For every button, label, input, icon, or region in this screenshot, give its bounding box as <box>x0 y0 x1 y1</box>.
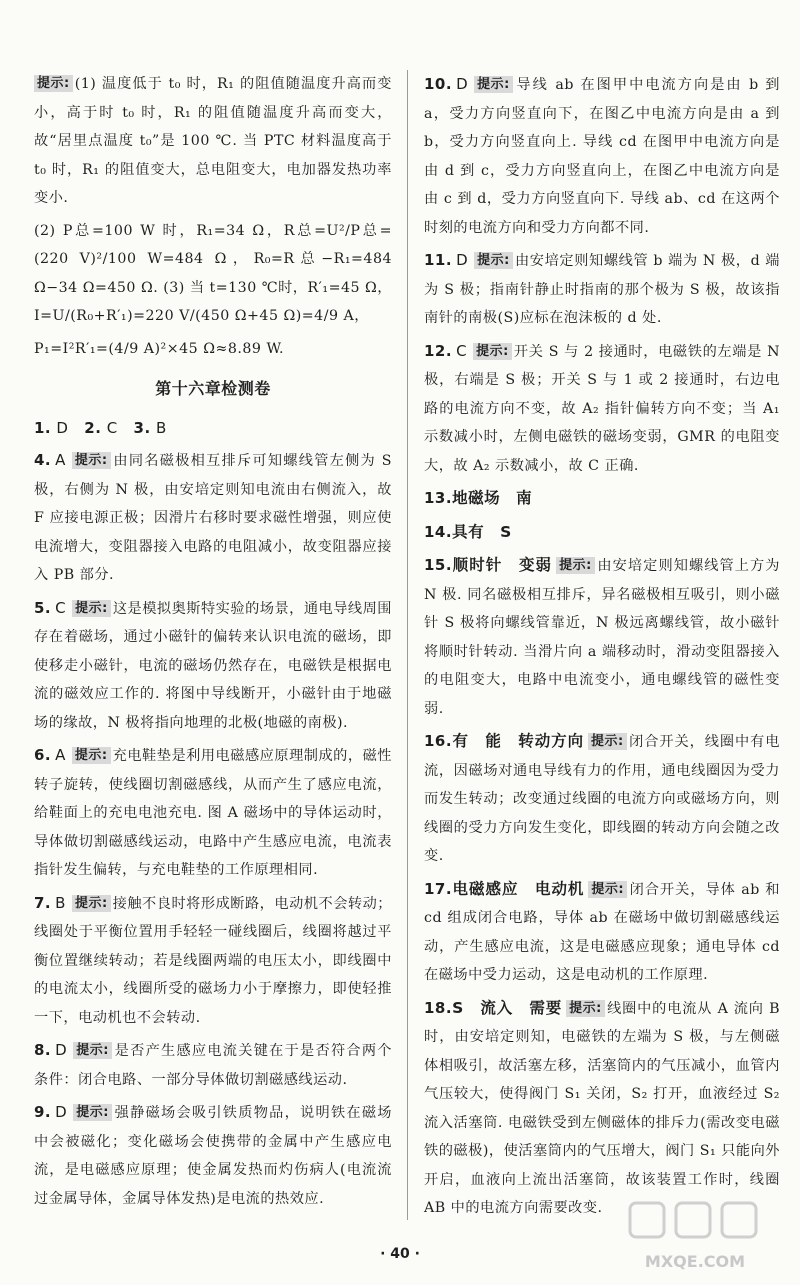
answer-item-15 <box>424 551 780 723</box>
hint-label: 提示: <box>566 1000 605 1017</box>
hint-label: 提示: <box>588 881 627 898</box>
answer-item-16 <box>424 727 780 871</box>
item-answer: 有 能 转动方向 <box>452 732 585 750</box>
item-explanation: 线圈中的电流从 A 流向 B 时，由安培定则知，电磁铁的左端为 S 极，与左侧磁体相吸引，故活塞左移，活塞筒内的气压减小，血管内气压较大，使得阀门 S₁ 关闭，S₂ 打开，血液经过 S₂ 流入活塞筒. 电磁铁受到左侧磁体的排斥力(需改变电磁铁的磁极)，使活塞筒内的气压增大，阀门 S₁ 只能向外开启，血液向上流出活塞筒，故该装置工作时，线圈 AB 中的电流方向需要改变. <box>424 1000 780 1216</box>
item-number: 18. <box>424 998 453 1017</box>
item-answer: D <box>456 251 469 269</box>
answer-item-18 <box>424 994 780 1223</box>
mcq-answer-line <box>34 414 392 443</box>
item-answer: D <box>55 1041 68 1059</box>
hint-label: 提示: <box>72 600 111 617</box>
q2-answer: C <box>106 418 118 437</box>
hint-label: 提示: <box>72 895 111 912</box>
column-divider <box>407 70 408 1220</box>
item-answer: 地磁场 南 <box>452 489 533 507</box>
item-explanation: 是否产生感应电流关键在于是否符合两个条件：闭合电路、一部分导体做切割磁感线运动. <box>34 1043 392 1088</box>
item-explanation: 闭合开关，线圈中有电流，因磁场对通电导线有力的作用，通电线圈因为受力而发生转动；改变通过线圈的电流方向或磁场方向，则线圈的受力方向发生变化，即线圈的转动方向会随之改变. <box>424 734 780 864</box>
hint-label: 提示: <box>556 557 595 574</box>
page-number: · 40 · <box>380 1246 420 1262</box>
item-number: 11. <box>424 251 453 269</box>
item-number: 13. <box>424 489 453 507</box>
item-number: 16. <box>424 732 453 750</box>
item-answer: C <box>55 598 67 617</box>
answer-item-9 <box>34 1098 392 1213</box>
prev-answer-block <box>34 70 392 213</box>
hint-label: 提示: <box>72 452 111 469</box>
item-number: 8. <box>34 1041 52 1059</box>
answer-item-14 <box>424 518 780 548</box>
watermark-box-1 <box>630 1203 664 1237</box>
answer-item-8 <box>34 1036 392 1094</box>
item-explanation: 这是模拟奥斯特实验的场景，通电导线周围存在着磁场，通过小磁针的偏转来认识电流的磁场，即使移走小磁针，电流的磁场仍然存在，电磁铁是根据电流的磁效应工作的. 将图中导线断开，小磁针由于地磁场的缘故，N 极将指向地理的北极(地磁的南极). <box>34 600 392 731</box>
chapter-title: 第十六章检测卷 <box>155 379 271 398</box>
prev-answer-part2: (2) P总=100 W 时，R₁=34 Ω，R总=U²/P总=(220 V)²/100 W=484 Ω，R₀=R总−R₁=484 Ω−34 Ω=450 Ω. (3) 当 t=130 ℃时，R′₁=45 Ω，I=U/(R₀+R′₁)=220 V/(450 Ω+45 Ω)=4/9 A， <box>34 222 392 324</box>
right-column <box>424 70 780 1227</box>
item-number: 17. <box>424 879 453 898</box>
item-answer: 具有 S <box>452 522 512 541</box>
item-answer: 顺时针 变弱 <box>452 556 553 574</box>
watermark-box-3 <box>722 1203 756 1237</box>
q3-number: 3. <box>133 418 151 437</box>
answer-item-10 <box>424 70 780 242</box>
item-number: 9. <box>34 1103 52 1121</box>
hint-label: 提示: <box>73 1042 112 1059</box>
item-number: 5. <box>34 598 52 617</box>
hint-label: 提示: <box>473 343 512 360</box>
item-explanation: 由同名磁极相互排斥可知螺线管左侧为 S 极，右侧为 N 极，由安培定则知电流由右侧流入，故 F 应接电源正极；因滑片右移时要求磁性增强，则应使电流增大，变阻器接入电路的电阻减小，故变阻器应接入 PB 部分. <box>34 453 392 583</box>
hint-label: 提示: <box>72 747 111 764</box>
item-explanation: 充电鞋垫是利用电磁感应原理制成的，磁性转子旋转，使线圈切割磁感线，从而产生了感应电流，给鞋面上的充电电池充电. 图 A 磁场中的导体运动时，导体做切割磁感线运动，电路中产生感应电流，电流表指针发生偏转，与充电鞋垫的工作原理相同. <box>34 748 392 878</box>
item-number: 12. <box>424 341 453 360</box>
q2-number: 2. <box>84 418 102 437</box>
item-answer: A <box>55 746 66 764</box>
q3-answer: B <box>155 418 167 437</box>
prev-answer-part2-block <box>34 217 392 331</box>
left-column <box>34 70 392 1217</box>
item-explanation: 强静磁场会吸引铁质物品，说明铁在磁场中会被磁化；变化磁场会使携带的金属中产生感应电流，是电磁感应原理；使金属发热而灼伤病人(电流流过金属导体，金属导体发热)是电流的热效应. <box>34 1105 392 1207</box>
prev-answer-part1: (1) 温度低于 t₀ 时，R₁ 的阻值随温度升高而变小，高于时 t₀ 时，R₁ 的阻值随温度升高而变大，故“居里点温度 t₀”是 100 ℃. 当 PTC 材料温度高于 t₀ 时，R₁ 的阻值变大，总电阻变大，电加器发热功率变小. <box>34 76 392 206</box>
item-answer: A <box>55 451 66 469</box>
item-number: 14. <box>424 522 453 541</box>
item-number: 6. <box>34 746 52 764</box>
item-answer: B <box>55 893 66 912</box>
hint-label: 提示: <box>474 76 513 93</box>
item-answer: C <box>456 341 468 360</box>
item-number: 15. <box>424 556 453 574</box>
watermark-logo <box>610 1199 780 1279</box>
answer-item-13 <box>424 484 780 514</box>
prev-answer-part3: P₁=I²R′₁=(4/9 A)²×45 Ω≈8.89 W. <box>34 340 285 357</box>
prev-answer-part3-block <box>34 335 392 364</box>
watermark-text: MXQE.COM <box>644 1252 746 1271</box>
watermark-box-2 <box>676 1203 710 1237</box>
item-answer: 电磁感应 电动机 <box>452 879 585 898</box>
item-explanation: 闭合开关，导体 ab 和 cd 组成闭合电路，导体 ab 在磁场中做切割磁感线运动，产生感应电流，这是电磁感应现象；通电导体 cd 在磁场中受力运动，这是电动机的工作原理. <box>424 881 780 983</box>
answer-item-12 <box>424 337 780 481</box>
item-answer: D <box>456 75 469 93</box>
answer-item-11 <box>424 246 780 333</box>
item-explanation: 由安培定则知螺线管 b 端为 N 极，d 端为 S 极；指南针静止时指南的那个极为 S 极，故该指南针的南极(S)应标在泡沫板的 d 处. <box>424 253 780 326</box>
answer-item-7 <box>34 889 392 1033</box>
item-number: 10. <box>424 75 453 93</box>
answer-item-6 <box>34 741 392 885</box>
hint-label: 提示: <box>588 733 627 750</box>
item-answer: D <box>55 1103 68 1121</box>
hint-label: 提示: <box>474 252 513 269</box>
item-explanation: 开关 S 与 2 接通时，电磁铁的左端是 N 极，右端是 S 极；开关 S 与 1 或 2 接通时，右边电路的电流方向不变，故 A₂ 指针偏转方向不变；当 A₁ 示数减小时，左侧电磁铁的磁场变弱，GMR 的电阻变大，故 A₂ 示数减小，故 C 正确. <box>424 343 780 474</box>
hint-label: 提示: <box>34 75 73 92</box>
item-answer: S 流入 需要 <box>452 998 563 1017</box>
answer-item-4 <box>34 446 392 590</box>
hint-label: 提示: <box>73 1104 112 1121</box>
item-number: 7. <box>34 893 52 912</box>
item-explanation: 导线 ab 在图甲中电流方向是由 b 到 a，受力方向竖直向下，在图乙中电流方向是由 a 到 b，受力方向竖直向上. 导线 cd 在图甲中电流方向是由 d 到 c，受力方向竖直向上，在图乙中电流方向是由 c 到 d，受力方向竖直向下. 导线 ab、cd 在这两个时刻的电流方向和受力方向都不同. <box>424 77 780 236</box>
item-explanation: 由安培定则知螺线管上方为 N 极. 同名磁极相互排斥，异名磁极相互吸引，则小磁针 S 极将向螺线管靠近，N 极远离螺线管，故小磁针将顺时针转动. 当滑片向 a 端移动时，滑动变阻器接入的电阻变大，电路中电流变小，通电螺线管的磁性变弱. <box>424 558 780 717</box>
item-explanation: 接触不良时将形成断路，电动机不会转动；线圈处于平衡位置用手轻轻一碰线圈后，线圈将越过平衡位置继续转动；若是线圈两端的电压太小，即线圈中的电流太小，线圈所受的磁场力小于摩擦力，即使轻推一下，电动机也不会转动. <box>34 895 392 1026</box>
q1-answer: D <box>56 418 69 437</box>
answer-item-17 <box>424 875 780 990</box>
item-number: 4. <box>34 451 52 469</box>
q1-number: 1. <box>34 418 52 437</box>
answer-item-5 <box>34 594 392 738</box>
